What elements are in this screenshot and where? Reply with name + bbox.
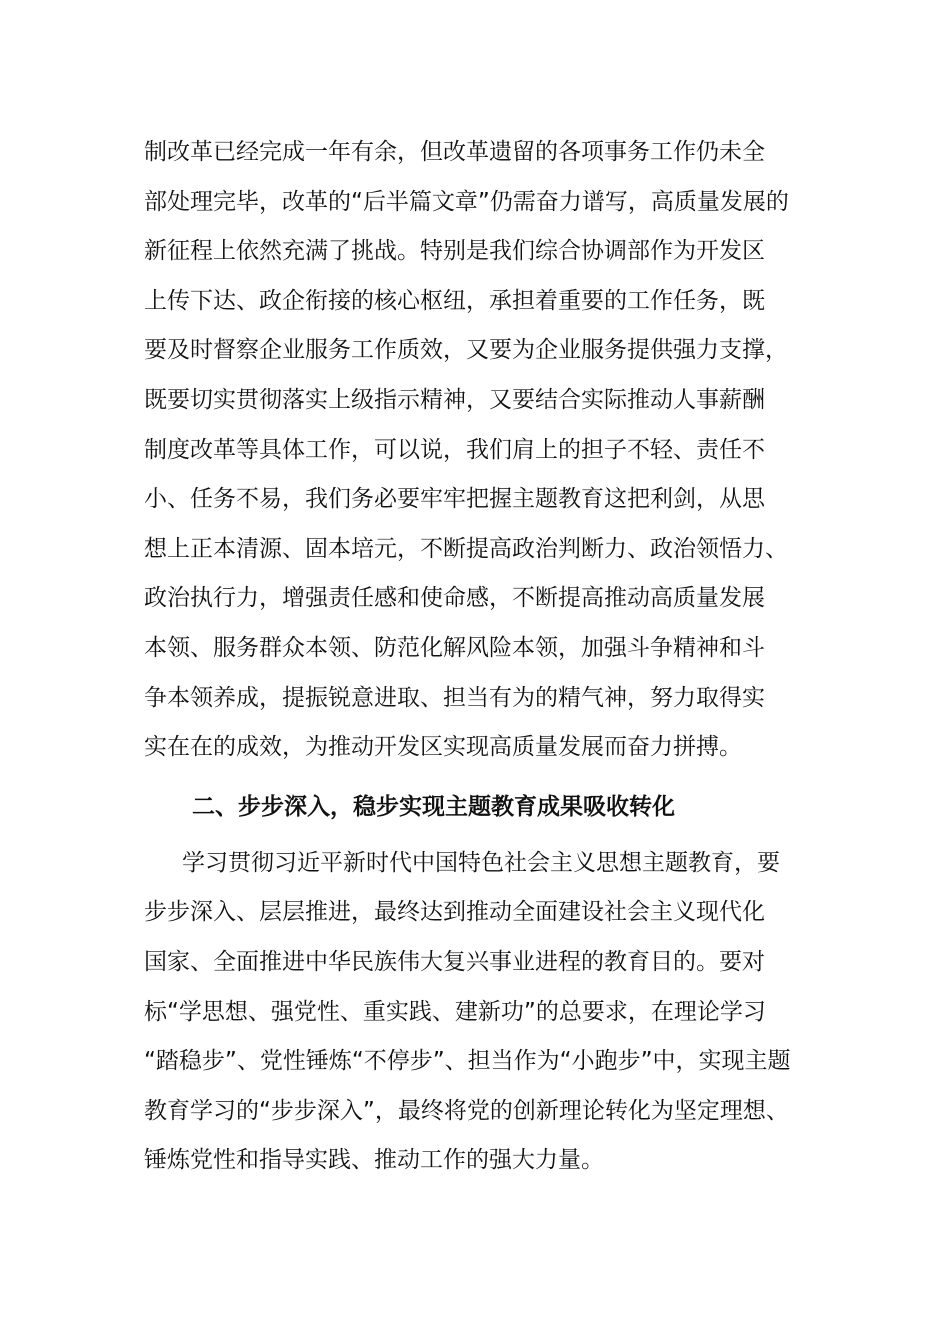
paragraph-line: 上传下达、政企衔接的核心枢纽，承担着重要的工作任务，既 bbox=[144, 287, 765, 314]
paragraph-line: 政治执行力，增强责任感和使命感，不断提高推动高质量发展 bbox=[144, 585, 765, 612]
section-heading: 二、步步深入，稳步实现主题教育成果吸收转化 bbox=[192, 793, 675, 820]
paragraph-line: 锤炼党性和指导实践、推动工作的强大力量。 bbox=[144, 1147, 604, 1174]
paragraph-line: 教育学习的“步步深入”，最终将党的创新理论转化为坚定理想、 bbox=[144, 1097, 789, 1124]
paragraph-line: 争本领养成，提振锐意进取、担当有为的精气神，努力取得实 bbox=[144, 684, 765, 711]
paragraph-line: 想上正本清源、固本培元，不断提高政治判断力、政治领悟力、 bbox=[144, 535, 788, 562]
paragraph-line: 要及时督察企业服务工作质效，又要为企业服务提供强力支撑， bbox=[144, 337, 788, 364]
paragraph-line: 制改革已经完成一年有余，但改革遗留的各项事务工作仍未全 bbox=[144, 139, 765, 165]
paragraph-line: 新征程上依然充满了挑战。特别是我们综合协调部作为开发区 bbox=[144, 238, 765, 265]
paragraph-line: 小、任务不易，我们务必要牢牢把握主题教育这把利剑，从思 bbox=[144, 486, 765, 513]
paragraph-2 bbox=[144, 839, 824, 1186]
paragraph-line: 既要切实贯彻落实上级指示精神，又要结合实际推动人事薪酬 bbox=[144, 386, 765, 413]
paragraph-1 bbox=[144, 128, 824, 773]
paragraph-line: “踏稳步”、党性锤炼“不停步”、担当作为“小跑步”中，实现主题 bbox=[144, 1048, 791, 1075]
document-body bbox=[144, 128, 824, 1186]
paragraph-line: 本领、服务群众本领、防范化解风险本领，加强斗争精神和斗 bbox=[144, 634, 765, 661]
paragraph-line: 标“学思想、强党性、重实践、建新功”的总要求，在理论学习 bbox=[144, 998, 766, 1025]
paragraph-line: 步步深入、层层推进，最终达到推动全面建设社会主义现代化 bbox=[144, 899, 765, 926]
paragraph-line: 实在在的成效，为推动开发区实现高质量发展而奋力拼搏。 bbox=[144, 734, 742, 761]
paragraph-line: 学习贯彻习近平新时代中国特色社会主义思想主题教育，要 bbox=[182, 849, 780, 876]
paragraph-line: 制度改革等具体工作，可以说，我们肩上的担子不轻、责任不 bbox=[144, 436, 765, 463]
paragraph-line: 国家、全面推进中华民族伟大复兴事业进程的教育目的。要对 bbox=[144, 948, 765, 975]
paragraph-line: 部处理完毕，改革的“后半篇文章”仍需奋力谱写，高质量发展的 bbox=[144, 188, 789, 215]
